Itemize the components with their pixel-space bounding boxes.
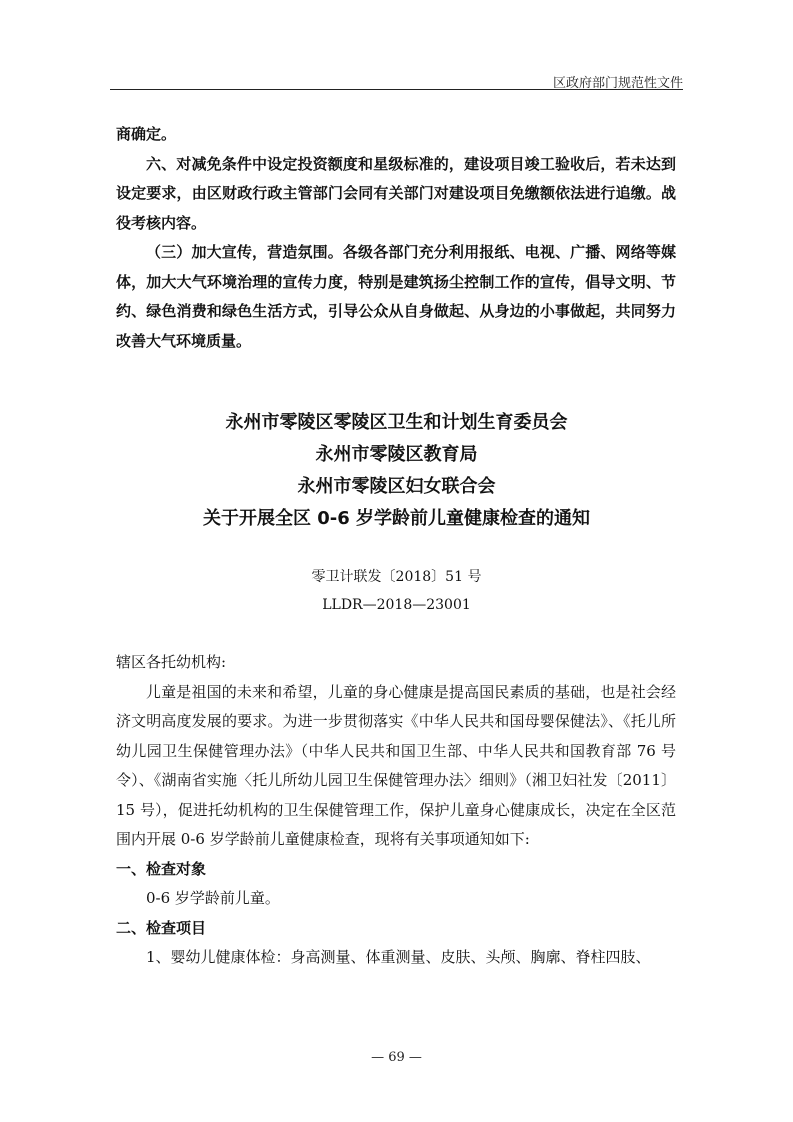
page-number: — 69 —: [371, 1050, 422, 1065]
page-header-text: 区政府部门规范性文件: [552, 76, 683, 91]
paragraph-item-six: 六、对减免条件中设定投资额度和星级标准的，建设项目竣工验收后，若未达到设定要求，由区财政行政主管部门会同有关部门对建设项目免缴额依法进行追缴。战役考核内容。: [116, 154, 676, 232]
paragraph-continuation: 商确定。: [116, 125, 177, 143]
document-code: LLDR—2018—23001: [322, 597, 471, 613]
section-item-1: 1、婴幼儿健康体检：身高测量、体重测量、皮肤、头颅、胸廓、脊柱四肢、: [146, 948, 651, 966]
notice-body: [116, 648, 676, 973]
title-line-3: 永州市零陵区妇女联合会: [297, 476, 496, 497]
section-heading-1: 一、检查对象: [116, 859, 207, 878]
document-number: 零卫计联发〔2018〕51 号: [311, 569, 482, 585]
section-heading-2: 二、检查项目: [116, 918, 207, 937]
body-paragraph: 儿童是祖国的未来和希望，儿童的身心健康是提高国民素质的基础，也是社会经济文明高度发展的要求。为进一步贯彻落实《中华人民共和国母婴保健法》、《托儿所幼儿园卫生保健管理办法》（中华人民共和国卫生部、中华人民共和国教育部 76 号令）、《湖南省实施〈托儿所幼儿园卫生保健管理办法〉细则》（湘卫妇社发〔2011〕15 号），促进托幼机构的卫生保健管理工作，保护儿童身心健康成长，决定在全区范围内开展 0-6 岁学龄前儿童健康检查，现将有关事项通知如下:: [116, 682, 676, 848]
title-line-2: 永州市零陵区教育局: [315, 444, 478, 465]
title-line-1: 永州市零陵区零陵区卫生和计划生育委员会: [225, 412, 568, 433]
notice-titles: [0, 407, 793, 535]
section-text-1: 0-6 岁学龄前儿童。: [146, 889, 280, 907]
top-section: [116, 120, 676, 356]
addressee: 辖区各托幼机构:: [116, 653, 227, 671]
header-rule: [110, 89, 683, 90]
title-line-4: 关于开展全区 0-6 岁学龄前儿童健康检查的通知: [202, 508, 591, 529]
paragraph-publicity: （三）加大宣传，营造氛围。各级各部门充分利用报纸、电视、广播、网络等媒体，加大大气环境治理的宣传力度，特别是建筑扬尘控制工作的宣传，倡导文明、节约、绿色消费和绿色生活方式，引导公众从自身做起、从身边的小事做起，共同努力改善大气环境质量。: [116, 243, 676, 350]
